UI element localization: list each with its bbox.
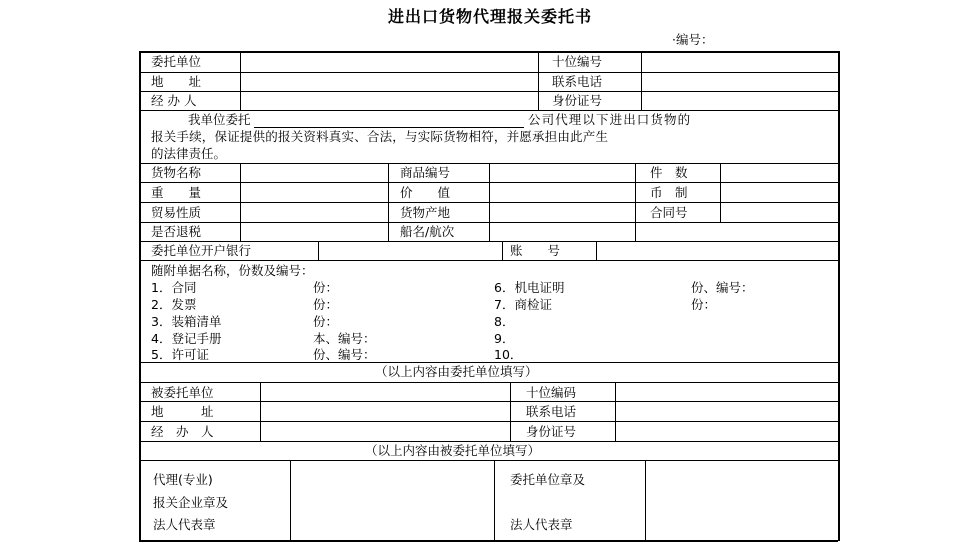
goods-tax-label: 是否退税 <box>151 224 202 239</box>
statement-line2: 报关手续，保证提供的报关资料真实、合法，与实际货物相符，并愿承担由此产生 <box>151 129 609 144</box>
doc-count: 份： <box>313 297 339 312</box>
rule <box>139 441 838 442</box>
docs-header: 随附单据名称，份数及编号： <box>151 263 314 278</box>
agent-handler-label: 经 办 人 <box>151 424 214 439</box>
doc-count: 份： <box>691 297 717 312</box>
col-rule <box>641 51 642 110</box>
document-title: 进出口货物代理报关委托书 <box>387 7 592 26</box>
serial-number-label: ·编号： <box>672 32 714 47</box>
col-rule <box>260 382 261 441</box>
col-rule <box>240 163 241 241</box>
note-agent: （以上内容由被委托单位填写） <box>365 443 541 458</box>
rule <box>139 362 838 363</box>
rule-bottom <box>139 540 838 542</box>
goods-weight-label: 重 量 <box>151 185 202 200</box>
rule <box>139 72 838 73</box>
doc-name: 8． <box>494 314 515 329</box>
doc-count: 份、编号： <box>313 347 376 362</box>
goods-currency-label: 币 制 <box>650 185 688 200</box>
blank-underline <box>254 127 524 128</box>
seal-principal-line2: 法人代表章 <box>510 517 573 532</box>
principal-id-label: 身份证号 <box>552 93 603 108</box>
col-rule <box>318 241 319 260</box>
goods-pieces-label: 件 数 <box>650 165 688 180</box>
col-rule <box>510 382 511 441</box>
rule <box>139 260 838 261</box>
doc-count: 份、编号： <box>691 280 754 295</box>
principal-phone-label: 联系电话 <box>552 74 603 89</box>
doc-name: 4．登记手册 <box>151 331 222 346</box>
agent-id-label: 身份证号 <box>526 424 577 439</box>
doc-name: 3．装箱清单 <box>151 314 222 329</box>
seal-agent-line1: 代理(专业) <box>153 472 213 487</box>
goods-trade-label: 贸易性质 <box>151 205 202 220</box>
principal-handler-label: 经 办 人 <box>151 93 197 108</box>
col-rule <box>502 241 503 260</box>
rule-top <box>139 51 838 53</box>
statement-line1-end: 公司代理以下进出口货物的 <box>528 112 692 127</box>
col-rule <box>615 382 616 441</box>
principal-code-label: 十位编号 <box>552 54 603 69</box>
statement-line1-start: 我单位委托 <box>188 112 251 127</box>
principal-unit-label: 委托单位 <box>151 54 202 69</box>
doc-count: 份： <box>313 280 339 295</box>
doc-name: 7．商检证 <box>494 297 552 312</box>
col-rule <box>290 460 291 540</box>
col-rule <box>388 163 389 241</box>
col-rule <box>538 51 539 110</box>
rule <box>139 241 838 242</box>
rule <box>139 460 838 461</box>
principal-address-label: 地 址 <box>151 74 202 89</box>
col-rule <box>720 163 721 222</box>
rule <box>139 382 838 383</box>
doc-name: 10． <box>494 347 523 362</box>
goods-origin-label: 货物产地 <box>400 205 451 220</box>
account-label: 账 号 <box>510 243 561 258</box>
goods-contract-label: 合同号 <box>650 205 688 220</box>
doc-name: 6．机电证明 <box>494 280 565 295</box>
doc-name: 5．许可证 <box>151 347 209 362</box>
agent-address-label: 地 址 <box>151 404 214 419</box>
seal-agent-line3: 法人代表章 <box>153 517 216 532</box>
agent-code-label: 十位编码 <box>526 385 577 400</box>
doc-count: 本、编号： <box>313 331 376 346</box>
goods-name-label: 货物名称 <box>151 165 202 180</box>
rule <box>139 421 838 422</box>
rule <box>139 91 838 92</box>
bank-label: 委托单位开户银行 <box>151 243 252 258</box>
doc-name: 2．发票 <box>151 297 197 312</box>
rule <box>139 110 838 111</box>
goods-code-label: 商品编号 <box>400 165 451 180</box>
goods-ship-label: 船名/航次 <box>400 224 455 239</box>
note-principal: （以上内容由委托单位填写） <box>375 364 538 379</box>
agent-unit-label: 被委托单位 <box>151 385 214 400</box>
doc-count: 份： <box>313 314 339 329</box>
seal-principal-line1: 委托单位章及 <box>510 472 586 487</box>
doc-name: 1．合同 <box>151 280 197 295</box>
col-rule <box>635 163 636 241</box>
goods-value-label: 价 值 <box>400 185 451 200</box>
col-rule <box>596 241 597 260</box>
col-rule <box>494 460 495 540</box>
col-rule <box>489 163 490 241</box>
rule <box>139 401 838 402</box>
doc-name: 9． <box>494 331 515 346</box>
col-rule <box>240 51 241 110</box>
agent-phone-label: 联系电话 <box>526 404 577 419</box>
seal-agent-line2: 报关企业章及 <box>153 495 229 510</box>
col-rule <box>645 460 646 540</box>
statement-line3: 的法律责任。 <box>151 146 227 161</box>
